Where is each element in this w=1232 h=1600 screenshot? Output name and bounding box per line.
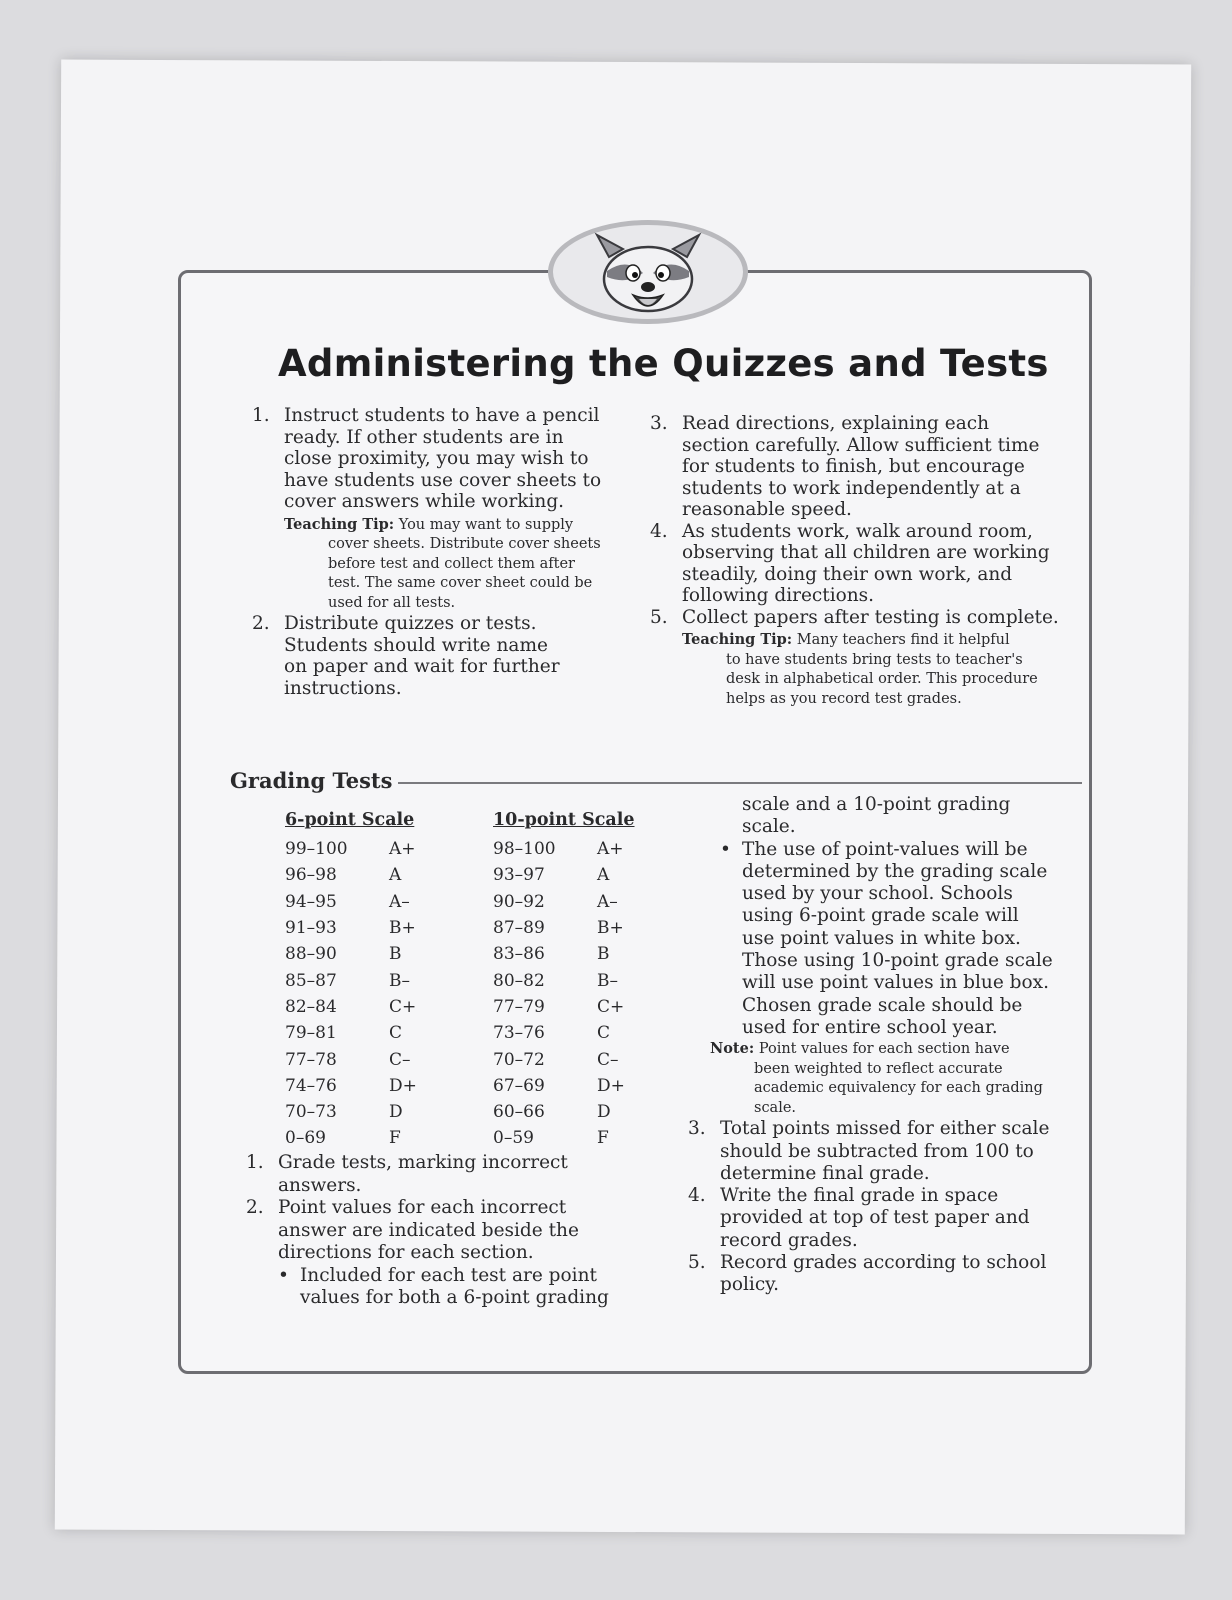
grading-tests-heading: Grading Tests	[230, 768, 1082, 793]
ten-point-grade: D+	[597, 1075, 625, 1096]
ten-point-range: 67–69	[493, 1075, 545, 1096]
six-point-grade: B	[389, 944, 402, 965]
six-point-grade: A	[389, 865, 402, 886]
six-point-row	[285, 915, 439, 941]
ten-point-range: 73–76	[493, 1023, 545, 1044]
admin-step-2: 2. Distribute quizzes or tests. Students should write name on paper and wait for further instructions.	[252, 613, 560, 699]
ten-point-grade: B	[597, 944, 610, 965]
grading-right-column	[688, 794, 1088, 1297]
ten-point-row	[493, 941, 647, 967]
six-point-grade: F	[389, 1128, 401, 1149]
six-point-range: 82–84	[285, 996, 337, 1017]
six-point-grade: C+	[389, 996, 417, 1017]
six-point-row	[285, 862, 439, 888]
ten-point-range: 60–66	[493, 1102, 545, 1123]
grading-step-5: 5. Record grades according to school policy.	[688, 1252, 1047, 1296]
admin-step-1: 1. Instruct students to have a pencil ready. If other students are in close proximity, you may wish to have students use cover sheets to cover answers while working.	[252, 405, 602, 512]
ten-point-row	[493, 915, 647, 941]
grading-step-3: 3. Total points missed for either scale should be subtracted from 100 to determine final grade.	[688, 1118, 1050, 1184]
six-point-row	[285, 941, 439, 967]
ten-point-grade: F	[597, 1128, 609, 1149]
six-point-row	[285, 1046, 439, 1072]
ten-point-row	[493, 889, 647, 915]
ten-point-range: 0–59	[493, 1128, 534, 1149]
bullet-continuation: scale and a 10-point grading scale.	[742, 794, 1011, 838]
grading-left-column	[246, 1152, 646, 1310]
six-point-row	[285, 994, 439, 1020]
six-point-range: 77–78	[285, 1049, 337, 1070]
ten-point-row	[493, 967, 647, 993]
ten-point-row	[493, 994, 647, 1020]
ten-point-grade: D	[597, 1102, 611, 1123]
ten-point-range: 80–82	[493, 970, 545, 991]
ten-point-grade: B+	[597, 918, 624, 939]
grading-step-2: 2. Point values for each incorrect answer are indicated beside the directions for each section.	[246, 1197, 579, 1263]
six-point-grade: C–	[389, 1049, 411, 1070]
ten-point-range: 77–79	[493, 996, 545, 1017]
grading-note: Note: Point values for each section have been weighted to reflect accurate academic equivalency for each grading scale.	[710, 1040, 1043, 1116]
six-point-grade: B–	[389, 970, 410, 991]
teaching-tip-1: Teaching Tip: You may want to supply cover sheets. Distribute cover sheets before test and collect them after test. The same cover sheet could be used for all tests.	[284, 515, 601, 611]
six-point-range: 88–90	[285, 944, 337, 965]
admin-step-5: 5. Collect papers after testing is complete.	[650, 606, 1059, 628]
ten-point-grade: A	[597, 865, 610, 886]
mascot-badge	[548, 220, 748, 324]
ten-point-range: 90–92	[493, 891, 545, 912]
six-point-range: 79–81	[285, 1023, 337, 1044]
six-point-grade: A–	[389, 891, 410, 912]
six-point-row	[285, 1073, 439, 1099]
admin-left-column	[252, 405, 612, 699]
admin-step-3: 3. Read directions, explaining each section carefully. Allow sufficient time for students to finish, but encourage students to work independently at a reasonable speed.	[650, 413, 1040, 520]
grading-step-1: 1. Grade tests, marking incorrect answers.	[246, 1152, 568, 1196]
six-point-range: 85–87	[285, 970, 337, 991]
ten-point-range: 70–72	[493, 1049, 545, 1070]
ten-point-range: 93–97	[493, 865, 545, 886]
teaching-tip-2: Teaching Tip: Many teachers find it helpful to have students bring tests to teacher's desk in alphabetical order. This procedure helps as you record test grades.	[682, 631, 1038, 707]
six-point-grade: D	[389, 1102, 403, 1123]
grading-step-4: 4. Write the final grade in space provided at top of test paper and record grades.	[688, 1185, 1030, 1251]
six-point-grade: D+	[389, 1075, 417, 1096]
six-point-range: 74–76	[285, 1075, 337, 1096]
bullet-point-values: • Included for each test are point values for both a 6-point grading	[278, 1264, 609, 1308]
six-point-range: 96–98	[285, 865, 337, 886]
ten-point-grade: A+	[597, 839, 624, 860]
ten-point-row	[493, 1099, 647, 1125]
ten-point-row	[493, 862, 647, 888]
ten-point-grade: C+	[597, 996, 625, 1017]
six-point-row	[285, 1099, 439, 1125]
ten-point-grade: C–	[597, 1049, 619, 1070]
six-point-range: 91–93	[285, 918, 337, 939]
six-point-range: 94–95	[285, 891, 337, 912]
admin-right-column	[650, 413, 1060, 709]
page-title: Administering the Quizzes and Tests	[278, 342, 1049, 385]
six-point-range: 70–73	[285, 1102, 337, 1123]
six-point-row	[285, 889, 439, 915]
ten-point-range: 98–100	[493, 839, 556, 860]
ten-point-range: 87–89	[493, 918, 545, 939]
ten-point-range: 83–86	[493, 944, 545, 965]
ten-point-row	[493, 1046, 647, 1072]
ten-point-grade: C	[597, 1023, 611, 1044]
ten-point-grade: B–	[597, 970, 618, 991]
ten-point-row	[493, 836, 647, 862]
raccoon-mascot-icon	[587, 227, 709, 321]
ten-point-scale-table: 10-point Scale 98–100 A+ 93–97 A 90–92 A– 87–89 B+ 83–86 B 80–82 B– 77–79 C+ 73–76 C 70–72 C– 67–69 D+ 60–66 D 0–59 F	[493, 810, 647, 1152]
bullet-grading-scale: • The use of point-values will be determined by the grading scale used by your school. Schools using 6-point grade scale will use point values in white box. Those using 10-point grade scale will use point values in blue box. Chosen grade scale should be used for entire school year.	[720, 838, 1053, 1038]
six-point-grade: B+	[389, 918, 416, 939]
heading-rule	[398, 782, 1082, 784]
six-point-row	[285, 967, 439, 993]
six-point-row	[285, 1020, 439, 1046]
ten-point-row	[493, 1073, 647, 1099]
ten-point-grade: A–	[597, 891, 618, 912]
six-point-range: 99–100	[285, 839, 348, 860]
admin-step-4: 4. As students work, walk around room, observing that all children are working steadily, doing their own work, and following directions.	[650, 520, 1050, 606]
six-point-grade: A+	[389, 839, 416, 860]
six-point-range: 0–69	[285, 1128, 326, 1149]
six-point-row	[285, 836, 439, 862]
ten-point-row	[493, 1020, 647, 1046]
six-point-scale-table: 6-point Scale 99–100 A+ 96–98 A 94–95 A– 91–93 B+ 88–90 B 85–87 B– 82–84 C+ 79–81 C 77–78 C– 74–76 D+ 70–73 D 0–69 F	[285, 810, 439, 1152]
six-point-grade: C	[389, 1023, 403, 1044]
six-point-row	[285, 1125, 439, 1151]
ten-point-row	[493, 1125, 647, 1151]
